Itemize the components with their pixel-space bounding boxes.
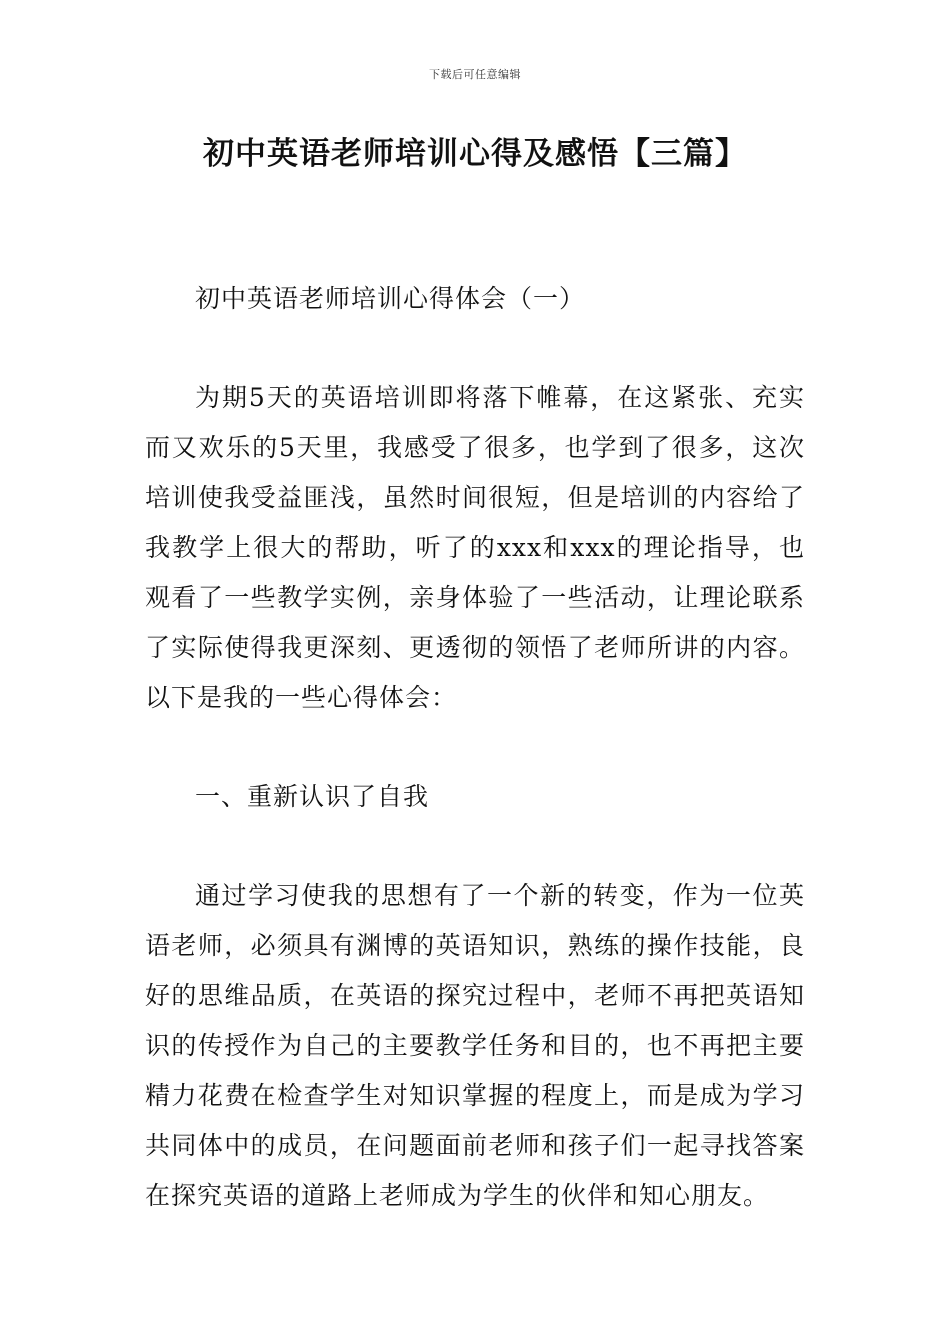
paragraph-1: 为期5天的英语培训即将落下帷幕，在这紧张、充实而又欢乐的5天里，我感受了很多，也学到了很多，这次培训使我受益匪浅，虽然时间很短，但是培训的内容给了我教学上很大的帮助，听了的xxx和xxx的理论指导，也观看了一些教学实例，亲身体验了一些活动，让理论联系了实际使得我更深刻、更透彻的领悟了老师所讲的内容。以下是我的一些心得体会： — [145, 383, 805, 712]
header-note: 下载后可任意编辑 — [429, 68, 521, 81]
subheading-1: 一、重新认识了自我 — [195, 782, 430, 811]
section-heading: 初中英语老师培训心得体会（一） — [195, 284, 586, 313]
paragraph-2: 通过学习使我的思想有了一个新的转变，作为一位英语老师，必须具有渊博的英语知识，熟练的操作技能，良好的思维品质，在英语的探究过程中，老师不再把英语知识的传授作为自己的主要教学任务和目的，也不再把主要精力花费在检查学生对知识掌握的程度上，而是成为学习共同体中的成员，在问题面前老师和孩子们一起寻找答案在探究英语的道路上老师成为学生的伙伴和知心朋友。 — [145, 881, 805, 1210]
document-title: 初中英语老师培训心得及感悟【三篇】 — [203, 136, 747, 172]
